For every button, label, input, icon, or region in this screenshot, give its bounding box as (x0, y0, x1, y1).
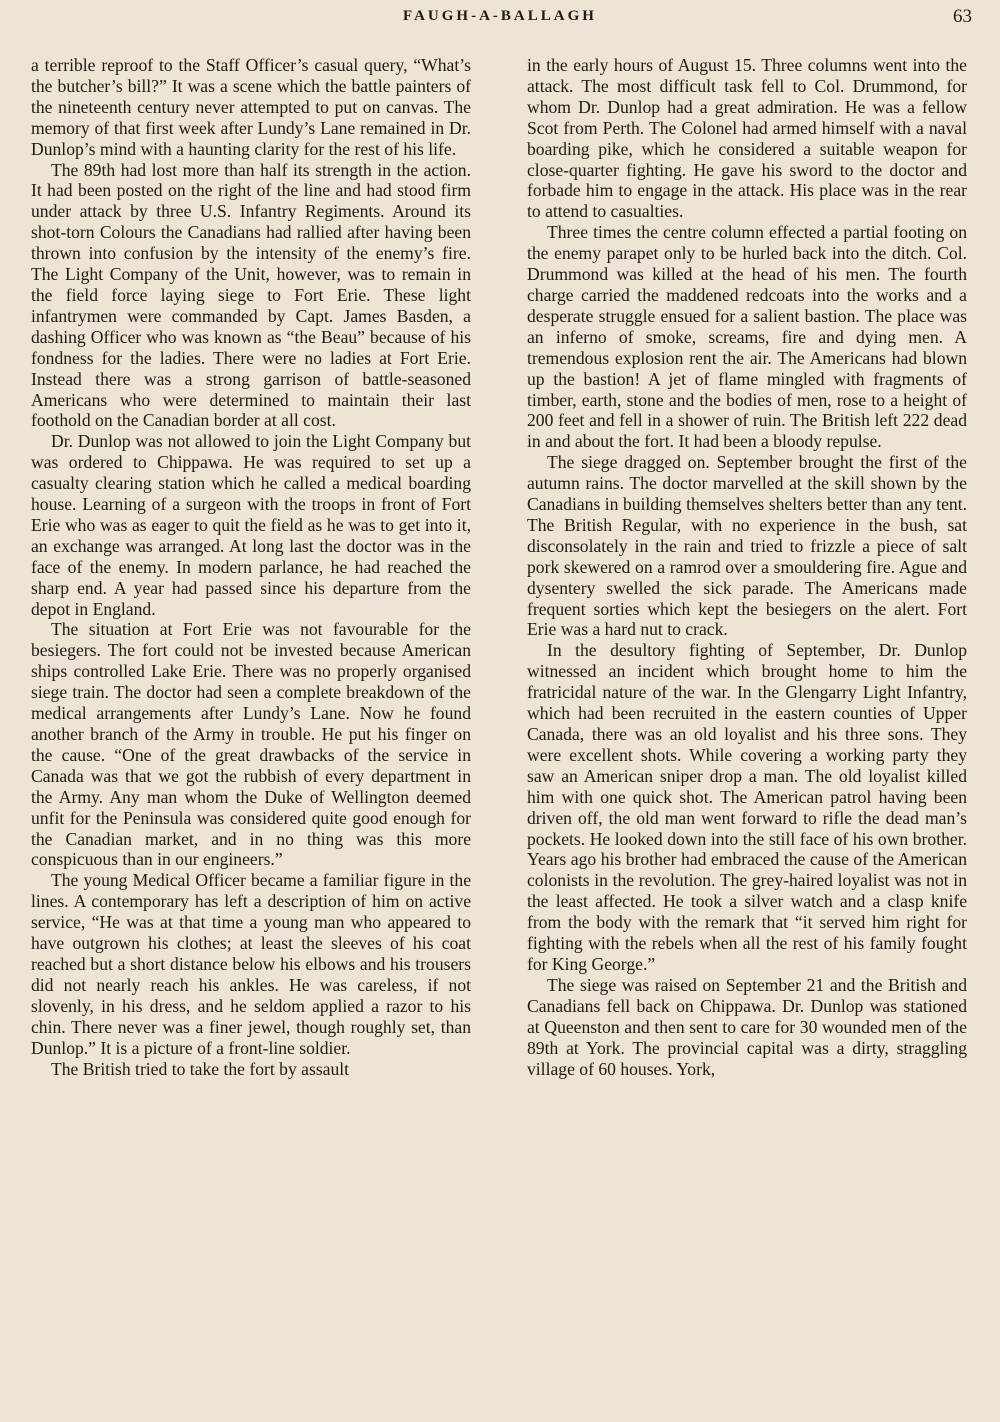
paragraph: Dr. Dunlop was not allowed to join the Light Company but was ordered to Chippawa. He was required to set up a casualty clearing station which he called a medical boarding house. Learning of a surgeon with the troops in front of Fort Erie who was as eager to quit the field as he was to get into it, an exchange was arranged. At long last the doctor was in the face of the enemy. In modern parlance, he had reached the sharp end. A year had passed since his departure from the depot in England. (31, 431, 471, 619)
page-header (0, 4, 1000, 30)
page-number: 63 (953, 6, 972, 27)
paragraph: The British tried to take the fort by assault (51, 1058, 350, 1079)
paragraph: Three times the centre column effected a partial footing on the enemy parapet only to be hurled back into the ditch. Col. Drummond was killed at the head of his men. The fourth charge carried the maddened redcoats into the works and a desperate struggle ensued for a salient bastion. The place was an inferno of smoke, screams, fire and dying men. A tremendous explosion rent the air. The Americans had blown up the bastion! A jet of flame mingled with fragments of timber, earth, stone and the bodies of men, rose to a height of 200 feet and fell in a shower of ruin. The British left 222 dead in and about the fort. It had been a bloody repulse. (527, 222, 967, 452)
paragraph: The siege dragged on. September brought the first of the autumn rains. The doctor marvelled at the skill shown by the Canadians in building themselves shelters better than any tent. The British Regular, with no experience in the bush, sat disconsolately in the rain and tried to frizzle a piece of salt pork skewered on a ramrod over a smouldering fire. Ague and dysentery swelled the sick parade. The Americans made frequent sorties which kept the besiegers on the alert. Fort Erie was a hard nut to crack. (527, 452, 967, 640)
paragraph: a terrible reproof to the Staff Officer’s casual query, “What’s the butcher’s bill?” It was a scene which the battle painters of the nineteenth century never attempted to put on canvas. The memory of that first week after Lundy’s Lane remained in Dr. Dunlop’s mind with a haunting clarity for the rest of his life. (31, 55, 471, 159)
paragraph: The 89th had lost more than half its strength in the action. It had been posted on the right of the line and had stood firm under attack by three U.S. Infantry Regiments. Around its shot-torn Colours the Canadians had rallied after having been thrown into confusion by the intensity of the enemy’s fire. The Light Company of the Unit, however, was to remain in the field force laying siege to Fort Erie. These light infantrymen were commanded by Capt. James Basden, a dashing Officer who was known as “the Beau” because of his fondness for the ladies. There were no ladies at Fort Erie. Instead there was a strong garrison of battle-seasoned Americans who were determined to maintain their last foothold on the Canadian border at all cost. (31, 159, 471, 431)
left-column (31, 55, 471, 1079)
right-column (527, 55, 967, 1079)
paragraph: In the desultory fighting of September, Dr. Dunlop witnessed an incident which brought home to him the fratricidal nature of the war. In the Glengarry Light Infantry, which had been recruited in the eastern counties of Upper Canada, there was an old loyalist and his three sons. They were excellent shots. While covering a working party they saw an American sniper drop a man. The old loyalist killed him with one quick shot. The American patrol having been driven off, the old man went forward to rifle the dead man’s pockets. He looked down into the still face of his own brother. Years ago his brother had embraced the cause of the American colonists in the revolution. The grey-haired loyalist was not in the least affected. He took a silver watch and a clasp knife from the body with the remark that “it served him right for fighting with the rebels when all the rest of his family fought for King George.” (527, 640, 967, 974)
paragraph: The young Medical Officer became a familiar figure in the lines. A contemporary has left a description of him on active service, “He was at that time a young man who appeared to have outgrown his clothes; at least the sleeves of his coat reached but a short distance below his elbows and his trousers did not nearly reach his ankles. He was careless, if not slovenly, in his dress, and he seldom applied a razor to his chin. There never was a finer jewel, though roughly set, than Dunlop.” It is a picture of a front-line soldier. (31, 870, 471, 1058)
paragraph: in the early hours of August 15. Three columns went into the attack. The most difficult task fell to Col. Drummond, for whom Dr. Dunlop had a great admiration. He was a fellow Scot from Perth. The Colonel had armed himself with a naval boarding pike, which he considered a suitable weapon for close-quarter fighting. He gave his sword to the doctor and forbade him to engage in the attack. His place was in the rear to attend to casualties. (527, 55, 967, 222)
running-title: FAUGH-A-BALLAGH (403, 8, 597, 24)
paragraph: The situation at Fort Erie was not favourable for the besiegers. The fort could not be invested because American ships controlled Lake Erie. There was no properly organised siege train. The doctor had seen a complete breakdown of the medical arrangements after Lundy’s Lane. Now he found another branch of the Army in trouble. He put his finger on the cause. “One of the great drawbacks of the service in Canada was that we got the rubbish of every department in the Army. Any man whom the Duke of Wellington deemed unfit for the Peninsula was considered quite good enough for the Canadian market, and in no thing was this more conspicuous than in our engineers.” (31, 619, 471, 870)
paragraph: The siege was raised on September 21 and the British and Canadians fell back on Chippawa. Dr. Dunlop was stationed at Queenston and then sent to care for 30 wounded men of the 89th at York. The provincial capital was a dirty, straggling village of 60 houses. York, (527, 974, 967, 1079)
